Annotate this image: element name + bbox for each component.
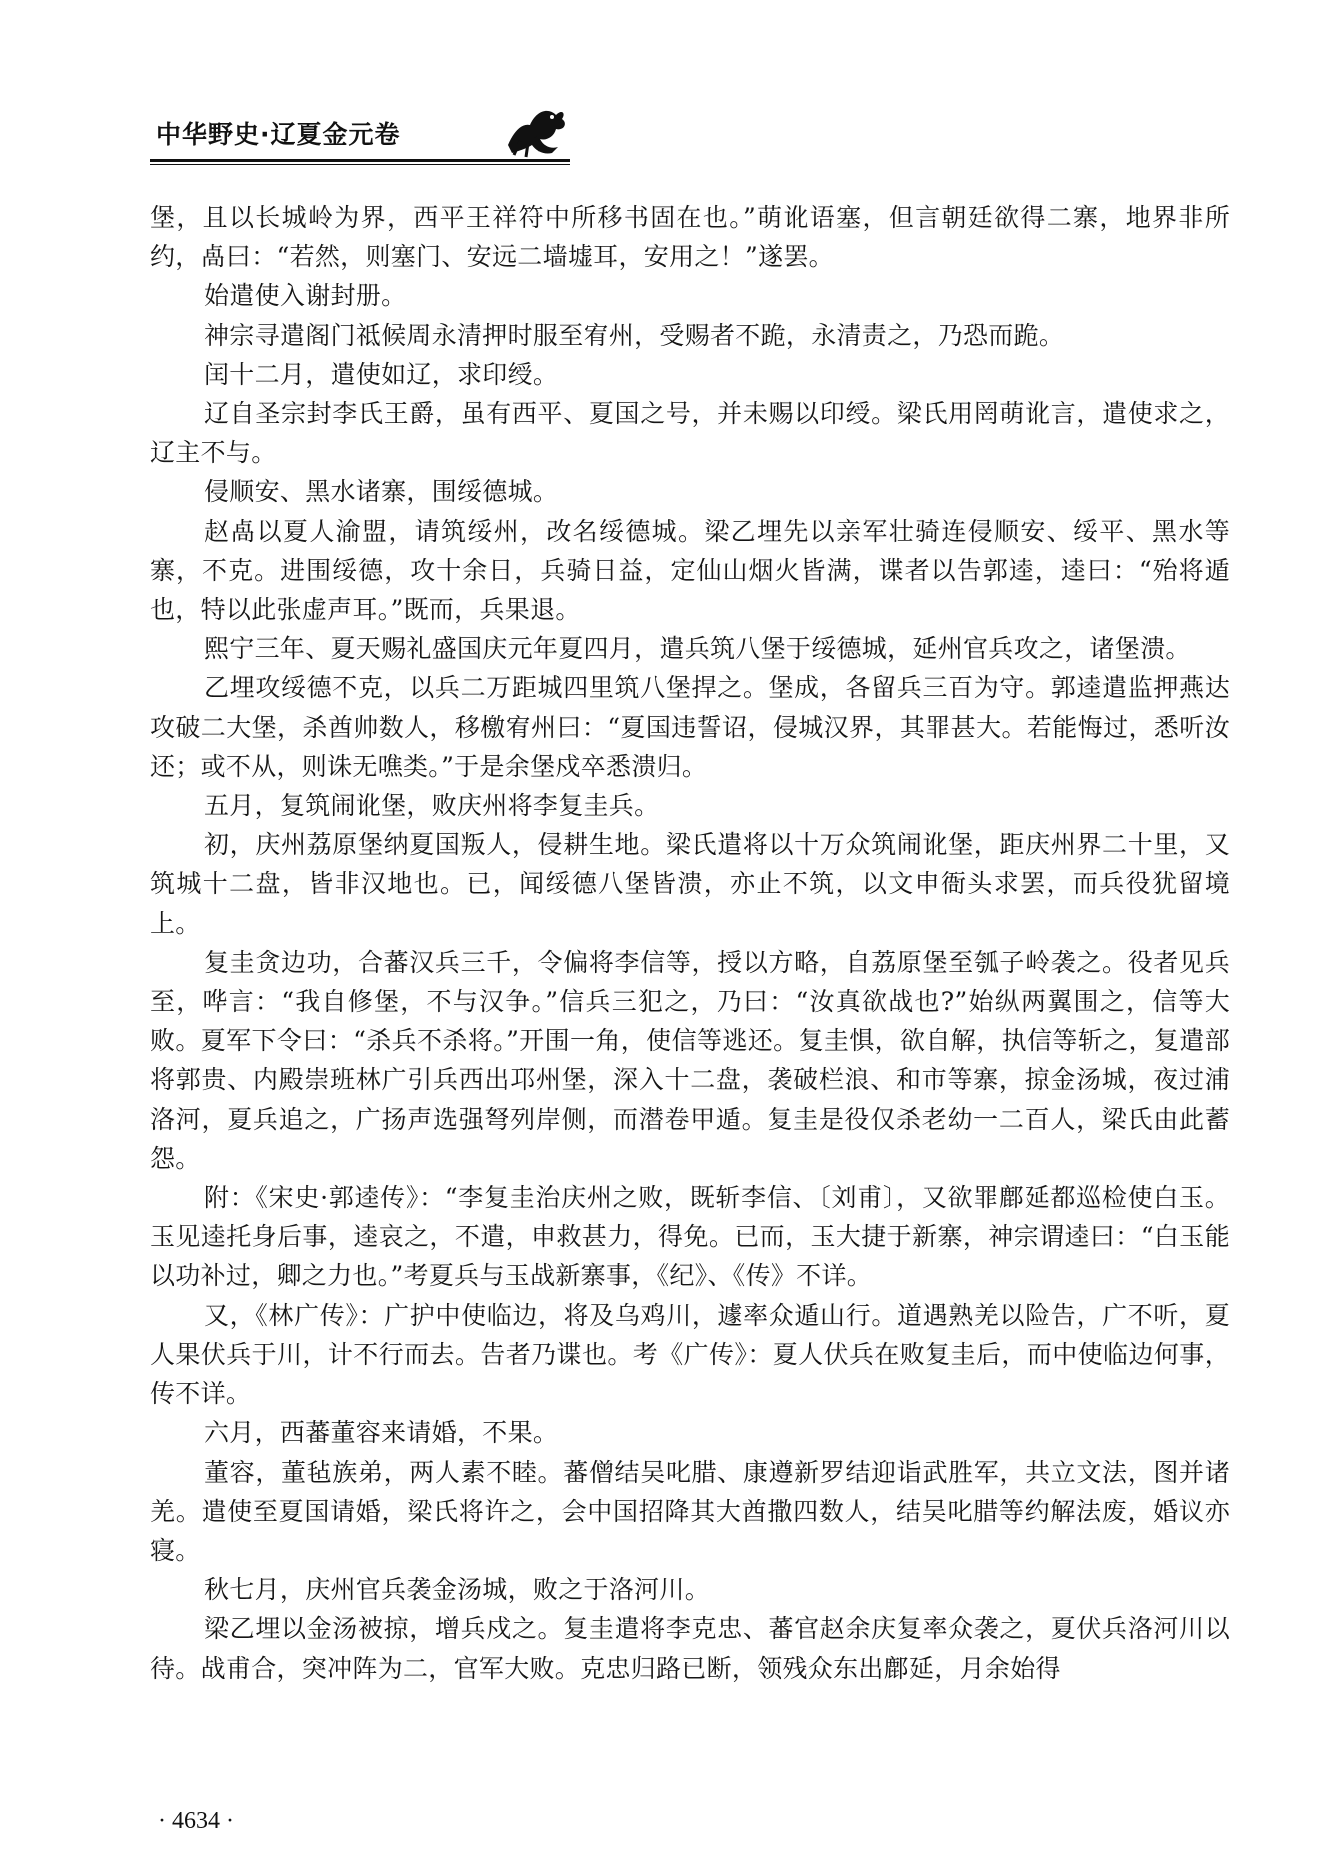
paragraph: 六月，西蕃董容来请婚，不果。 — [204, 1418, 559, 1448]
paragraph: 附：《宋史·郭逵传》：“李复圭治庆州之败，既斩李信、〔刘甫〕，又欲罪鄜延都巡检使白玉。玉见逵托身后事，逵哀之，不遣，申救甚力，得免。已而，玉大捷于新寨，神宗谓逵曰：“白玉能以功补过，卿之力也。”考夏兵与玉战新寨事，《纪》、《传》不详。 — [150, 1183, 1230, 1291]
header-rule — [150, 159, 570, 162]
paragraph: 熙宁三年、夏天赐礼盛国庆元年夏四月，遣兵筑八堡于绥德城，延州官兵攻之，诸堡溃。 — [204, 634, 1191, 664]
paragraph: 董容，董毡族弟，两人素不睦。蕃僧结吴叱腊、康遵新罗结迎诣武胜军，共立文法，图并诸羌。遣使至夏国请婚，梁氏将许之，会中国招降其大酋撒四数人，结吴叱腊等约解法废，婚议亦寝。 — [150, 1457, 1230, 1565]
book-title: 中华野史·辽夏金元卷 — [156, 120, 401, 149]
paragraph: 侵顺安、黑水诸寨，围绥德城。 — [204, 477, 559, 507]
running-header — [150, 115, 570, 175]
paragraph: 堡，且以长城岭为界，西平王祥符中所移书固在也。”萌讹语塞，但言朝廷欲得二寨，地界非所约，卨曰：“若然，则塞门、安远二墙墟耳，安用之！”遂罢。 — [150, 203, 1230, 272]
paragraph: 辽自圣宗封李氏王爵，虽有西平、夏国之号，并未赐以印绶。梁氏用罔萌讹言，遣使求之，辽主不与。 — [150, 399, 1230, 468]
paragraph: 秋七月，庆州官兵袭金汤城，败之于洛河川。 — [204, 1575, 711, 1605]
paragraph: 始遣使入谢封册。 — [204, 281, 407, 311]
paragraph: 乙埋攻绥德不克，以兵二万距城四里筑八堡捍之。堡成，各留兵三百为守。郭逵遣监押燕达攻破二大堡，杀酋帅数人，移檄宥州曰：“夏国违誓诏，侵城汉界，其罪甚大。若能悔过，悉听汝还；或不从，则诛无噍类。”于是余堡戍卒悉溃归。 — [150, 673, 1230, 781]
paragraph: 复圭贪边功，合蕃汉兵三千，令偏将李信等，授以方略，自荔原堡至瓠子岭袭之。役者见兵至，哗言：“我自修堡，不与汉争。”信兵三犯之，乃曰：“汝真欲战也?”始纵两翼围之，信等大败。夏军下令曰：“杀兵不杀将。”开围一角，使信等逃还。复圭惧，欲自解，执信等斩之，复遣部将郭贵、内殿崇班林广引兵西出邛州堡，深入十二盘，袭破栏浪、和市等寨，掠金汤城，夜过浦洛河，夏兵追之，广扬声选强弩列岸侧，而潜卷甲遁。复圭是役仅杀老幼一二百人，梁氏由此蓄怨。 — [150, 947, 1230, 1173]
paragraph: 五月，复筑闹讹堡，败庆州将李复圭兵。 — [204, 791, 660, 821]
body-text — [150, 198, 1230, 1688]
header-rule-thin — [150, 164, 570, 165]
dragon-emblem-icon — [500, 101, 570, 159]
page-number: · 4634 · — [158, 1808, 234, 1834]
paragraph: 神宗寻遣阁门祗候周永清押时服至宥州，受赐者不跪，永清责之，乃恐而跪。 — [204, 320, 1065, 350]
paragraph: 梁乙埋以金汤被掠，增兵戍之。复圭遣将李克忠、蕃官赵余庆复率众袭之，夏伏兵洛河川以待。战甫合，突冲阵为二，官军大败。克忠归路已断，领残众东出鄜延，月余始得 — [150, 1614, 1230, 1683]
paragraph: 又，《林广传》：广护中使临边，将及乌鸡川，遽率众遁山行。道遇熟羌以险告，广不听，夏人果伏兵于川，计不行而去。告者乃谍也。考《广传》：夏人伏兵在败复圭后，而中使临边何事，传不详。 — [150, 1300, 1230, 1409]
paragraph: 闰十二月，遣使如辽，求印绶。 — [204, 359, 559, 389]
paragraph: 赵卨以夏人渝盟，请筑绥州，改名绥德城。梁乙埋先以亲军壮骑连侵顺安、绥平、黑水等寨，不克。进围绥德，攻十余日，兵骑日益，定仙山烟火皆满，谍者以告郭逵，逵曰：“殆将遁也，特以此张虚声耳。”既而，兵果退。 — [150, 516, 1230, 625]
paragraph: 初，庆州荔原堡纳夏国叛人，侵耕生地。梁氏遣将以十万众筑闹讹堡，距庆州界二十里，又筑城十二盘，皆非汉地也。已，闻绥德八堡皆溃，亦止不筑，以文申衙头求罢，而兵役犹留境上。 — [150, 830, 1230, 938]
